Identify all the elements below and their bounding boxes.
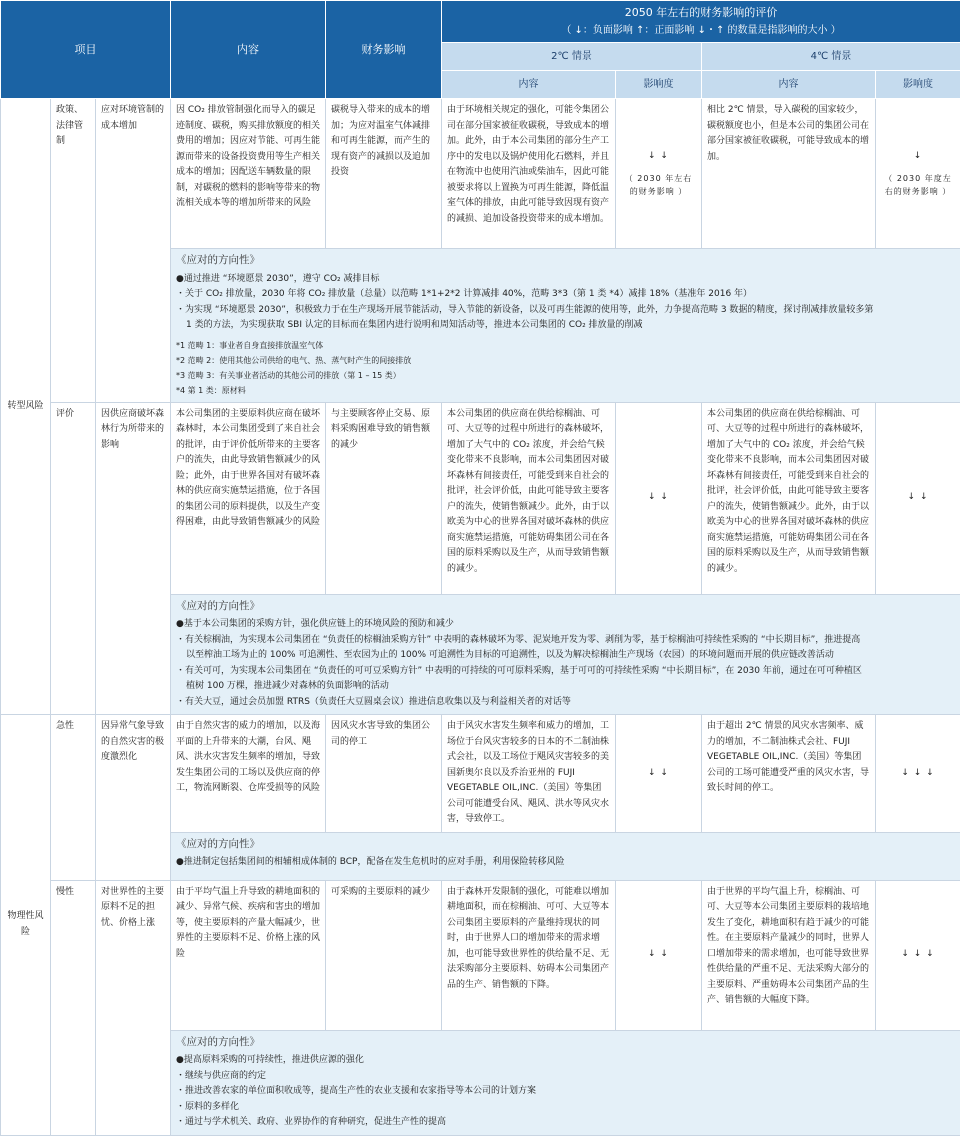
c2-content-reputation: 本公司集团的供应商在供给棕榈油、可可、大豆等的过程中所进行的森林破坏，增加了大气中的 CO₂ 浓度，并会给气候变化带来不良影响，而本公司集团因对破坏森林有间接责任，可能受到来自社会的批评，社会评价低，由此可能导致主要客户的流失，使销售额减少。此外，由于以欧美为中心的世界各国对破坏森林的供应商实施禁运措施，可能妨碍集团公司在各国的原料采购以及生产，从而导致销售额的减少。 <box>442 402 616 594</box>
c4-degree-reputation <box>876 402 960 594</box>
header-evaluation <box>442 1 960 43</box>
header-scenario-4c: 4℃ 情景 <box>702 43 960 71</box>
header-content: 内容 <box>171 1 326 99</box>
response-policy <box>171 249 960 403</box>
header-2c-degree: 影响度 <box>616 71 702 99</box>
category-reputation: 评价 <box>51 402 96 715</box>
response-line: ●基于本公司集团的采购方针，强化供应链上的环境风险的预防和减少 <box>176 617 955 633</box>
response-line: 植树 100 万棵，推进减少对森林的负面影响的活动 <box>176 679 955 695</box>
c2-degree-reputation <box>616 402 702 594</box>
c4-degree-note: （ 2030 年度左右的财务影响 ） <box>881 172 955 198</box>
footnote: *3 范畴 3：有关事业者活动的其他公司的排放（第 1 – 15 类） <box>176 368 955 383</box>
response-line: ●推进制定包括集团间的相辅相成体制的 BCP，配备在发生危机时的应对手册，利用保险转移风险 <box>176 855 955 871</box>
c4-degree-chronic <box>876 880 960 1030</box>
c4-content-policy: 相比 2℃ 情景，导入碳税的国家较少，碳税额度也小，但是本公司的集团公司在部分国家被征收碳税，可能导致成本的增加。 <box>702 99 876 249</box>
c2-content-policy: 由于环境相关规定的强化，可能令集团公司在部分国家被征收碳税，导致成本的增加。此外，由于本公司集团的部分生产工序中的发电以及锅炉使用化石燃料，并且在物流中也使用汽油或柴油车，因此可能被要求将以上置换为可再生能源，降低温室气体的排放，由此可能导致因现有资产的减损、追加设备投资带来的成本增加。 <box>442 99 616 249</box>
response-reputation <box>171 594 960 715</box>
c4-degree-acute <box>876 715 960 833</box>
c4-content-reputation: 本公司集团的供应商在供给棕榈油、可可、大豆等的过程中所进行的森林破坏，增加了大气中的 CO₂ 浓度，并会给气候变化带来不良影响，而本公司集团因对破坏森林有间接责任，可能受到来自社会的批评，社会评价低，由此可能导致主要客户的流失，使销售额减少。此外，由于以欧美为中心的世界各国对破坏森林的供应商实施禁运措施，可能妨碍集团公司在各国的原料采购以及生产，从而导致销售额的减少。 <box>702 402 876 594</box>
down-arrow-icon: ↓ ↓ <box>648 492 669 502</box>
header-2c-content: 内容 <box>442 71 616 99</box>
response-line: ・有关可可，为实现本公司集团在 “负责任的可可豆采购方针” 中表明的可持续的可可原料采购，基于可可的可持续性采购 “中长期目标”，在 2030 年前，通过在可可种植区 <box>176 664 955 680</box>
c2-degree-acute <box>616 715 702 833</box>
header-4c-content: 内容 <box>702 71 876 99</box>
footnote: *1 范畴 1：事业者自身直接排放温室气体 <box>176 338 955 353</box>
footnote: *2 范畴 2：使用其他公司供给的电气、热、蒸气时产生的间接排放 <box>176 353 955 368</box>
response-line: ・推进改善农家的单位面积收成等，提高生产性的农业支援和农家指导等本公司的计划方案 <box>176 1084 955 1100</box>
item-reputation: 因供应商破坏森林行为所带来的影响 <box>96 402 171 715</box>
header-eval-title: 2050 年左右的财务影响的评价 <box>625 6 778 19</box>
response-line: ・有关大豆，通过会员加盟 RTRS（负责任大豆圆桌会议）推进信息收集以及与利益相关者的对话等 <box>176 695 955 711</box>
c4-content-acute: 由于超出 2℃ 情景的风灾水害频率、威力的增加，不二制油株式会社、FUJI VEGETABLE OIL,INC.（美国）等集团公司的工场可能遭受严重的风灾水害，导致长时间的停工。 <box>702 715 876 833</box>
item-chronic: 对世界性的主要原料不足的担忧、价格上涨 <box>96 880 171 1135</box>
c2-degree-chronic <box>616 880 702 1030</box>
category-policy: 政策、法律管制 <box>51 99 96 403</box>
c2-content-chronic: 由于森林开发限制的强化，可能难以增加耕地面积，而在棕榈油、可可、大豆等本公司集团主要原料的产量维持现状的同时，由于世界人口的增加带来的需求增加，也可能导致世界性的供给量不足、无法采购部分主要原料、妨碍本公司集团产品的生产、销售额的下降。 <box>442 880 616 1030</box>
c4-degree-policy <box>876 99 960 249</box>
item-policy: 应对环境管制的成本增加 <box>96 99 171 403</box>
header-eval-legend: （ ↓：负面影响 ↑：正面影响 ↓・↑ 的数量是指影响的大小 ） <box>447 23 955 39</box>
down-arrow-icon: ↓ ↓ ↓ <box>901 949 934 959</box>
category-acute: 急性 <box>51 715 96 881</box>
content-acute: 由于自然灾害的威力的增加，以及海平面的上升带来的大潮，台风、飓风、洪水灾害发生频率的增加，导致发生集团公司的工场以及供应商的停工，物流网断裂、仓库受损等的风险 <box>171 715 326 833</box>
down-arrow-icon: ↓ ↓ <box>648 949 669 959</box>
group-transition-risk: 转型风险 <box>1 99 51 715</box>
response-line: ・通过与学术机关、政府、业界协作的育种研究，促进生产性的提高 <box>176 1115 955 1131</box>
content-reputation: 本公司集团的主要原料供应商在破坏森林时，本公司集团受到了来自社会的批评，由于评价低所带来的主要客户的流失，由此导致销售额减少的风险；此外，由于世界各国对有破坏森林的供应商实施禁运措施，位于各国的集团公司的原料提供，以及生产变得困难，由此导致销售额减少的风险 <box>171 402 326 594</box>
response-line: ●提高原料采购的可持续性，推进供应源的强化 <box>176 1053 955 1069</box>
response-line: 1 类的方法，为实现获取 SBI 认定的目标而在集团内进行说明和周知活动等，推进本公司集团的 CO₂ 排放量的削减 <box>176 318 955 334</box>
content-policy: 因 CO₂ 排放管制强化而导入的碳足迹制度、碳税，购买排放额度的相关费用的增加；因应对节能、可再生能源而带来的设备投资费用等生产相关成本的增加；因配送车辆数量的限制，对碳税的燃料的影响等带来的物流相关成本等的增加所带来的风险 <box>171 99 326 249</box>
response-chronic <box>171 1030 960 1135</box>
item-acute: 因异常气象导致的自然灾害的极度激烈化 <box>96 715 171 881</box>
c2-degree-policy <box>616 99 702 249</box>
down-arrow-icon: ↓ <box>914 151 923 161</box>
footnote: *4 第 1 类：原材料 <box>176 383 955 398</box>
content-chronic: 由于平均气温上升导致的耕地面积的减少、异常气候、疾病和害虫的增加等，使主要原料的产量大幅减少，世界性的主要原料不足、价格上涨的风险 <box>171 880 326 1030</box>
response-title: 《应对的方向性》 <box>176 253 955 269</box>
group-physical-risk: 物理性风险 <box>1 715 51 1136</box>
header-scenario-2c: 2℃ 情景 <box>442 43 702 71</box>
down-arrow-icon: ↓ ↓ <box>908 492 929 502</box>
financial-acute: 因风灾水害导致的集团公司的停工 <box>326 715 442 833</box>
c2-content-acute: 由于风灾水害发生频率和威力的增加，工场位于台风灾害较多的日本的不二制油株式会社，以及工场位于飓风灾害较多的美国新奥尔良以及乔治亚州的 FUJI VEGETABLE OIL,INC.（美国）等集团公司可能遭受台风、飓风、洪水等风灾水害，导致停工。 <box>442 715 616 833</box>
financial-chronic: 可采购的主要原料的减少 <box>326 880 442 1030</box>
financial-reputation: 与主要顾客停止交易、原料采购困难导致的销售额的减少 <box>326 402 442 594</box>
header-4c-degree: 影响度 <box>876 71 960 99</box>
response-line: ・有关棕榈油，为实现本公司集团在 “负责任的棕榈油采购方针” 中表明的森林破坏为零、泥炭地开发为零、剥削为零，基于棕榈油可持续性采购的 “中长期目标”，推进提高 <box>176 633 955 649</box>
category-chronic: 慢性 <box>51 880 96 1135</box>
c4-content-chronic: 由于世界的平均气温上升，棕榈油、可可、大豆等本公司集团主要原料的栽培地发生了变化，耕地面积有趋于减少的可能性。在主要原料产量减少的同时，世界人口增加带来的需求增加，也可能导致世界性供给量的严重不足、无法采购大部分的主要原料、严重妨碍本公司集团产品的生产、销售额的大幅度下降。 <box>702 880 876 1030</box>
response-line: ・为实现 “环境愿景 2030”，积极致力于在生产现场开展节能活动，导入节能的新设备，以及可再生能源的使用等，此外，力争提高范畴 3 数据的精度，探讨削减排放量较多第 <box>176 303 955 319</box>
response-title: 《应对的方向性》 <box>176 837 955 853</box>
down-arrow-icon: ↓ ↓ <box>648 768 669 778</box>
response-title: 《应对的方向性》 <box>176 599 955 615</box>
header-financial-impact: 财务影响 <box>326 1 442 99</box>
down-arrow-icon: ↓ ↓ ↓ <box>901 768 934 778</box>
response-line: ・继续与供应商的约定 <box>176 1069 955 1085</box>
header-item: 项目 <box>1 1 171 99</box>
c2-degree-note: （ 2030 年左右的财务影响 ） <box>621 172 696 198</box>
response-line: ●通过推进 “环境愿景 2030”，遵守 CO₂ 减排目标 <box>176 272 955 288</box>
down-arrow-icon: ↓ ↓ <box>648 151 669 161</box>
response-title: 《应对的方向性》 <box>176 1035 955 1051</box>
response-acute <box>171 832 960 880</box>
response-line: 以至榨油工场为止的 100% 可追溯性、至农园为止的 100% 可追溯性为目标的可追溯性，以及为解决棕榈油生产现场（农园）的环境问题而开展的供应链改善活动 <box>176 648 955 664</box>
response-line: ・原料的多样化 <box>176 1100 955 1116</box>
financial-policy: 碳税导入带来的成本的增加；为应对温室气体减排和可再生能源，而产生的现有资产的减损以及追加投资 <box>326 99 442 249</box>
response-line: ・关于 CO₂ 排放量，2030 年将 CO₂ 排放量（总量）以范畴 1*1+2*2 计算减排 40%，范畴 3*3（第 1 类 *4）减排 18%（基准年 2016 年） <box>176 287 955 303</box>
